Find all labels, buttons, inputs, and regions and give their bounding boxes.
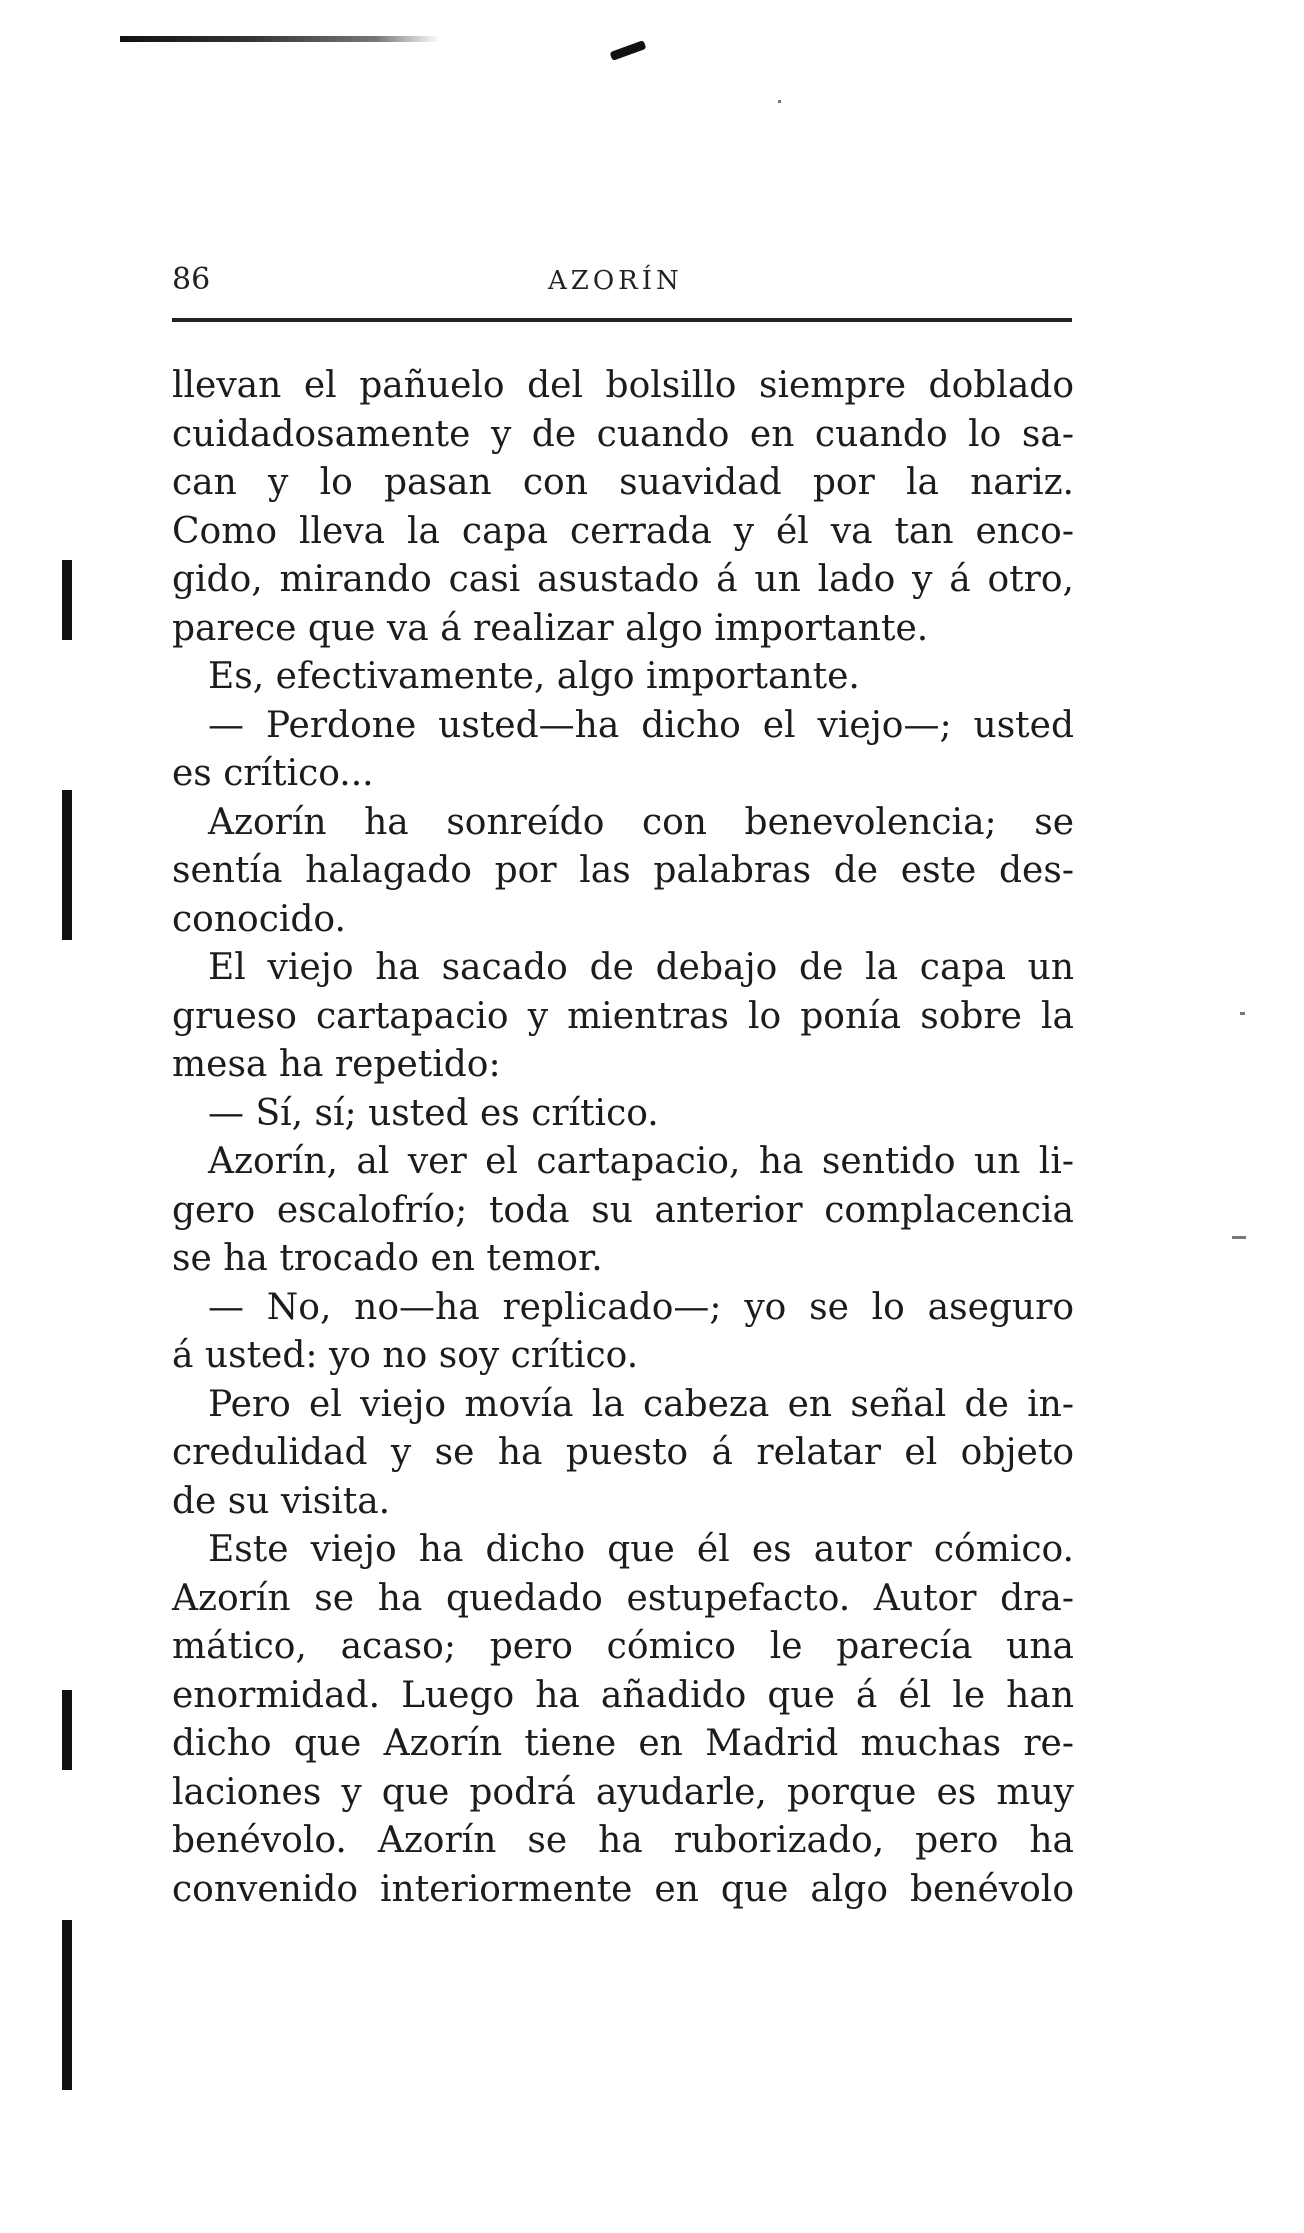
text-line: parece que va á realizar algo importante. — [172, 607, 929, 649]
text-line: de su visita. — [172, 1480, 391, 1522]
text-line: mesa ha repetido: — [172, 1044, 501, 1085]
text-line: credulidad y se ha puesto á relatar el objeto — [172, 1432, 1074, 1473]
text-line: Este viejo ha dicho que él es autor cómico. — [208, 1529, 1074, 1570]
scan-artifact-edge-mark — [62, 1690, 72, 1770]
scan-artifact-edge-mark — [62, 560, 72, 640]
text-line: Azorín se ha quedado estupefacto. Autor dra- — [172, 1577, 1074, 1619]
text-line: — No, no—ha replicado—; yo se lo aseguro — [208, 1286, 1074, 1328]
text-line: Como lleva la capa cerrada y él va tan enco- — [172, 510, 1074, 552]
scan-speck — [1240, 1012, 1245, 1015]
text-line: El viejo ha sacado de debajo de la capa un — [208, 947, 1074, 988]
scan-artifact-edge-mark — [62, 1920, 72, 2090]
text-line: can y lo pasan con suavidad por la nariz. — [172, 462, 1074, 503]
text-line: gido, mirando casi asustado á un lado y á otro, — [172, 559, 1074, 600]
text-line: benévolo. Azorín se ha ruborizado, pero ha — [172, 1820, 1074, 1861]
text-line: grueso cartapacio y mientras lo ponía sobre la — [172, 995, 1074, 1037]
text-line: — Perdone usted—ha dicho el viejo—; usted — [208, 704, 1074, 746]
text-line: á usted: yo no soy crítico. — [172, 1335, 639, 1376]
text-line: — Sí, sí; usted es crítico. — [208, 1092, 659, 1134]
scan-artifact-top-bar — [120, 36, 440, 42]
page-header — [172, 262, 1072, 306]
text-line: gero escalofrío; toda su anterior complacencia — [172, 1189, 1074, 1231]
text-line: Pero el viejo movía la cabeza en señal de in- — [208, 1383, 1074, 1425]
text-line: conocido. — [172, 898, 346, 940]
text-line: es crítico... — [172, 753, 374, 794]
text-line: se ha trocado en temor. — [172, 1238, 603, 1279]
text-line: mático, acaso; pero cómico le parecía una — [172, 1626, 1074, 1667]
text-line: llevan el pañuelo del bolsillo siempre doblado — [172, 365, 1074, 406]
body-text — [172, 362, 1074, 1914]
text-line: cuidadosamente y de cuando en cuando lo sa- — [172, 413, 1074, 455]
text-line: Azorín, al ver el cartapacio, ha sentido un li- — [208, 1141, 1074, 1182]
scan-artifact-top-mark — [610, 40, 647, 61]
text-line: dicho que Azorín tiene en Madrid muchas re- — [172, 1723, 1074, 1764]
running-title: AZORÍN — [548, 266, 683, 296]
scan-speck — [1232, 1236, 1246, 1239]
text-line: sentía halagado por las palabras de este des- — [172, 850, 1074, 891]
header-rule — [172, 318, 1072, 322]
text-line: Es, efectivamente, algo importante. — [208, 656, 860, 697]
scan-speck — [778, 100, 781, 103]
text-line: laciones y que podrá ayudarle, porque es muy — [172, 1771, 1074, 1813]
scan-artifact-edge-mark — [62, 790, 72, 940]
page-number: 86 — [172, 262, 211, 297]
text-line: convenido interiormente en que algo benévolo — [172, 1868, 1074, 1910]
text-line: enormidad. Luego ha añadido que á él le han — [172, 1674, 1074, 1716]
text-line: Azorín ha sonreído con benevolencia; se — [208, 801, 1074, 843]
